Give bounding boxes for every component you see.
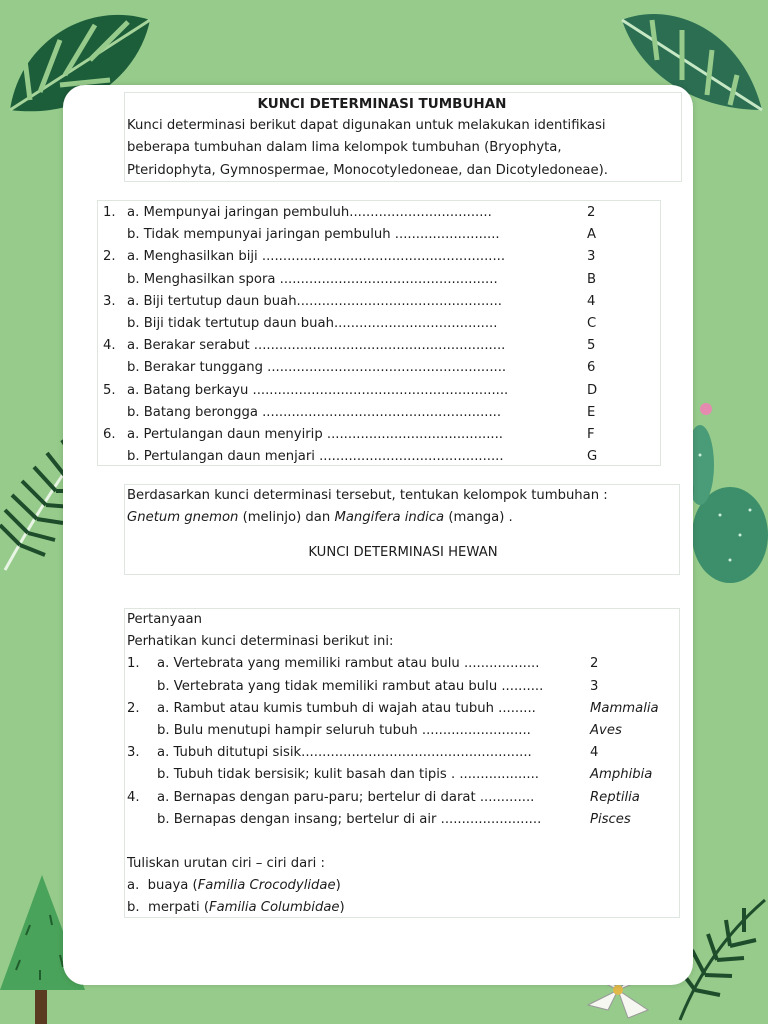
task-marker: b. <box>127 900 140 916</box>
item-result: 6 <box>587 360 596 376</box>
item-result: 5 <box>587 338 596 354</box>
list-item <box>98 269 660 291</box>
task-text-close: ) <box>339 900 345 916</box>
item-result: 3 <box>590 678 599 694</box>
plant-key-list <box>97 200 661 466</box>
list-item <box>98 402 660 424</box>
item-text: b. Bernapas dengan insang; bertelur di air ........................ <box>157 811 542 827</box>
item-number: 3. <box>103 293 116 309</box>
list-item <box>98 357 660 379</box>
list-item <box>127 809 679 831</box>
item-text: b. Tubuh tidak bersisik; kulit basah dan tipis . ................... <box>157 767 540 783</box>
item-text: a. Batang berkayu ............................................................. <box>127 382 509 398</box>
item-result: G <box>587 449 598 465</box>
list-item <box>98 335 660 357</box>
plant-question <box>124 484 680 575</box>
item-text: a. Rambut atau kumis tumbuh di wajah atau tubuh ......... <box>157 700 536 716</box>
plant-key-intro <box>124 92 682 182</box>
list-item <box>127 698 679 720</box>
list-item <box>98 224 660 246</box>
question-line: Berdasarkan kunci determinasi tersebut, tentukan kelompok tumbuhan : <box>127 488 608 503</box>
item-text: a. Berakar serabut ............................................................ <box>127 338 506 354</box>
item-number: 4. <box>127 789 140 805</box>
item-number: 6. <box>103 426 116 442</box>
item-result: A <box>587 227 597 243</box>
item-result: E <box>587 404 596 420</box>
animal-key <box>124 608 680 918</box>
item-result: Aves <box>590 722 622 738</box>
item-text: a. Bernapas dengan paru-paru; bertelur di darat ............. <box>157 789 535 805</box>
item-result: 3 <box>587 249 596 265</box>
animal-task: Tuliskan urutan ciri – ciri dari : <box>127 855 325 871</box>
plant-key-intro-line: Kunci determinasi berikut dapat digunakan untuk melakukan identifikasi <box>127 118 606 134</box>
list-item <box>127 764 679 786</box>
animal-key-heading: Pertanyaan <box>127 612 202 627</box>
item-result: 2 <box>590 656 599 672</box>
list-item <box>127 787 679 809</box>
task-item <box>127 875 679 897</box>
item-text: b. Batang berongga ......................................................... <box>127 404 502 420</box>
item-number: 2. <box>103 249 116 265</box>
species-name: Mangifera indica <box>334 510 445 526</box>
list-item <box>98 202 660 224</box>
species-common: (manga) . <box>444 510 513 526</box>
question-species-line <box>127 507 679 529</box>
item-result: 4 <box>587 293 596 309</box>
item-text: b. Pertulangan daun menjari ............................................ <box>127 449 504 465</box>
item-text: b. Vertebrata yang tidak memiliki rambut atau bulu .......... <box>157 678 544 694</box>
item-text: b. Biji tidak tertutup daun buah....................................... <box>127 315 498 331</box>
list-item <box>98 313 660 335</box>
item-result: Mammalia <box>590 700 659 716</box>
item-result: B <box>587 271 597 287</box>
item-number: 2. <box>127 700 140 716</box>
item-result: D <box>587 382 598 398</box>
item-result: Pisces <box>590 811 631 827</box>
item-result: Amphibia <box>590 767 653 783</box>
task-family: Familia Columbidae <box>208 900 340 916</box>
item-text: b. Tidak mempunyai jaringan pembuluh ......................... <box>127 227 500 243</box>
item-result: Reptilia <box>590 789 640 805</box>
item-text: a. Tubuh ditutupi sisik....................................................... <box>157 745 532 761</box>
item-result: 4 <box>590 745 599 761</box>
item-text: b. Berakar tunggang ......................................................... <box>127 360 507 376</box>
item-text: a. Menghasilkan biji .......................................................... <box>127 249 506 265</box>
list-item <box>127 676 679 698</box>
list-item <box>98 291 660 313</box>
item-text: a. Pertulangan daun menyirip .......................................... <box>127 426 503 442</box>
list-item <box>127 653 679 675</box>
list-item <box>98 380 660 402</box>
item-text: b. Menghasilkan spora .................................................... <box>127 271 498 287</box>
item-result: 2 <box>587 205 596 220</box>
item-number: 1. <box>103 205 116 220</box>
task-text: merpati ( <box>147 900 209 916</box>
species-name: Gnetum gnemon <box>127 510 239 526</box>
item-result: C <box>587 315 597 331</box>
animal-key-instruction: Perhatikan kunci determinasi berikut ini: <box>127 634 394 650</box>
list-item <box>98 246 660 268</box>
list-item <box>127 720 679 742</box>
item-text: a. Vertebrata yang memiliki rambut atau bulu .................. <box>157 656 540 672</box>
species-common: (melinjo) dan <box>238 510 335 526</box>
task-text: buaya ( <box>147 878 198 894</box>
item-text: a. Biji tertutup daun buah................................................. <box>127 293 502 309</box>
item-number: 4. <box>103 338 116 354</box>
task-text-close: ) <box>335 878 341 894</box>
item-number: 1. <box>127 656 140 672</box>
plant-key-intro-line: beberapa tumbuhan dalam lima kelompok tumbuhan (Bryophyta, <box>127 140 562 156</box>
item-result: F <box>587 426 595 442</box>
list-item <box>98 446 660 468</box>
item-text: a. Mempunyai jaringan pembuluh.................................. <box>127 205 492 220</box>
item-number: 3. <box>127 745 140 761</box>
list-item <box>127 742 679 764</box>
list-item <box>98 424 660 446</box>
animal-key-title: KUNCI DETERMINASI HEWAN <box>308 545 498 561</box>
task-item <box>127 897 679 919</box>
item-text: b. Bulu menutupi hampir seluruh tubuh .......................... <box>157 722 531 738</box>
plant-key-intro-line: Pteridophyta, Gymnospermae, Monocotyledoneae, dan Dicotyledoneae). <box>127 162 608 178</box>
item-number: 5. <box>103 382 116 398</box>
plant-key-title: KUNCI DETERMINASI TUMBUHAN <box>257 96 507 112</box>
task-marker: a. <box>127 878 140 894</box>
task-family: Familia Crocodylidae <box>197 878 336 894</box>
